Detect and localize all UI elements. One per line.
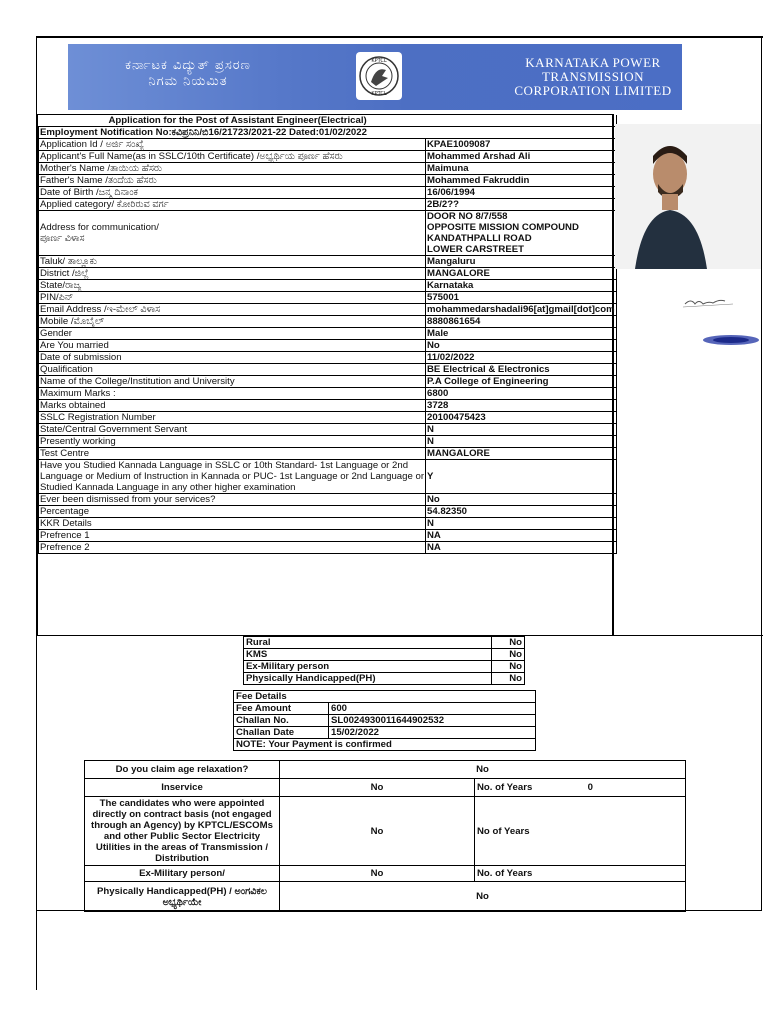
table-row — [39, 175, 617, 187]
form-title: Application for the Post of Assistant Engineer(Electrical) — [39, 115, 617, 127]
reservation-value: No — [492, 661, 525, 673]
challan-date-value: 15/02/2022 — [329, 727, 536, 739]
reservation-value: No — [492, 649, 525, 661]
challan-no-value: SL0024930011644902532 — [329, 715, 536, 727]
reservation-row — [244, 649, 525, 661]
ex-military-years-label: No. of Years — [475, 866, 686, 882]
field-value: NA — [426, 542, 617, 554]
field-value: No — [426, 494, 617, 506]
ph-value: No — [280, 882, 686, 912]
fee-details-table — [233, 690, 536, 751]
ph-label: Physically Handicapped(PH) / ಅಂಗವಿಕಲ ಅಭ್ಯರ್ಥಿಯೇ — [85, 882, 280, 912]
address-label: Address for communication/ ಪೂರ್ಣ ವಿಳಾಸ — [39, 211, 426, 256]
challan-no-label: Challan No. — [234, 715, 329, 727]
field-label: Mother's Name /ತಾಯಿಯ ಹೆಸರು — [39, 163, 426, 175]
contract-label: The candidates who were appointed directly on contract basis (not engaged through an Agency) by KPTCL/ESCOMs and other Public Sector Electricity Utilities in the areas of Transmission / Distribution — [85, 797, 280, 866]
table-row — [39, 280, 617, 292]
table-row — [39, 151, 617, 163]
field-label: Marks obtained — [39, 400, 426, 412]
field-label: Mobile /ಮೊಬೈಲ್ — [39, 316, 426, 328]
table-row — [39, 436, 617, 448]
field-value: Mangaluru — [426, 256, 617, 268]
table-row — [39, 292, 617, 304]
field-value: Karnataka — [426, 280, 617, 292]
field-value: 20100475423 — [426, 412, 617, 424]
field-value: N — [426, 424, 617, 436]
photo-signature-panel — [612, 114, 763, 636]
field-value: 54.82350 — [426, 506, 617, 518]
english-title-line2: TRANSMISSION — [541, 69, 645, 84]
kannada-question-label: Have you Studied Kannada Language in SSLC or 10th Standard- 1st Language or 2nd Language or Medium of Instruction in Kannada or PUC- 1st Language or 2nd Language or Studied Kannada Language in any other higher examination — [40, 460, 425, 493]
english-title-line1: KARNATAKA POWER — [525, 55, 661, 70]
table-row — [39, 364, 617, 376]
field-label: Ever been dismissed from your services? — [39, 494, 426, 506]
field-label: Name of the College/Institution and University — [39, 376, 426, 388]
field-value: 6800 — [426, 388, 617, 400]
field-label: Prefrence 2 — [39, 542, 426, 554]
applicant-photo — [615, 124, 761, 269]
field-label: Date of submission — [39, 352, 426, 364]
reservation-row — [244, 661, 525, 673]
table-row — [39, 518, 617, 530]
table-row — [39, 352, 617, 364]
thumb-impression — [703, 335, 759, 345]
reservation-value: No — [492, 673, 525, 685]
field-value: N — [426, 436, 617, 448]
kannada-question-value: Y — [426, 460, 617, 494]
reservation-value: No — [492, 637, 525, 649]
kannada-title-line2: ನಿಗಮ ನಿಯಮಿತ — [148, 74, 228, 89]
field-value: BE Electrical & Electronics — [426, 364, 617, 376]
fee-amount-value: 600 — [329, 703, 536, 715]
field-value: Mohammed Arshad Ali — [426, 151, 617, 163]
table-row — [39, 256, 617, 268]
field-value: N — [426, 518, 617, 530]
field-value: mohammedarshadali96[at]gmail[dot]com — [427, 304, 615, 315]
field-label: SSLC Registration Number — [39, 412, 426, 424]
table-row — [39, 494, 617, 506]
table-row — [39, 506, 617, 518]
field-label: Are You married — [39, 340, 426, 352]
inservice-label: Inservice — [85, 779, 280, 797]
english-title-line3: CORPORATION LIMITED — [514, 83, 672, 98]
field-label: Application Id / ಅರ್ಜಿ ಸಂಖ್ಯೆ — [39, 139, 426, 151]
table-row — [39, 187, 617, 199]
age-relaxation-answer: No — [280, 761, 686, 779]
kannada-title-line1: ಕರ್ನಾಟಕ ವಿದ್ಯುತ್ ಪ್ರಸರಣ — [125, 58, 251, 73]
header-banner — [68, 44, 682, 110]
inservice-years-label: No. of Years — [477, 782, 533, 793]
table-row — [39, 268, 617, 280]
table-row — [39, 530, 617, 542]
field-label: Percentage — [39, 506, 426, 518]
contract-years-label: No of Years — [475, 797, 686, 866]
field-label: State/ರಾಜ್ಯ — [39, 280, 426, 292]
ex-military-label: Ex-Military person/ — [85, 866, 280, 882]
field-value: 11/02/2022 — [426, 352, 617, 364]
field-label: State/Central Government Servant — [39, 424, 426, 436]
field-value: 8880861654 — [426, 316, 617, 328]
field-label: Date of Birth /ಜನ್ಮ ದಿನಾಂಕ — [39, 187, 426, 199]
applicant-signature — [683, 300, 733, 307]
table-row — [39, 424, 617, 436]
reservation-label: Physically Handicapped(PH) — [244, 673, 492, 685]
field-label: Qualification — [39, 364, 426, 376]
field-value: MANGALORE — [426, 268, 617, 280]
table-row — [39, 316, 617, 328]
table-row — [39, 400, 617, 412]
table-row — [39, 328, 617, 340]
field-label: PIN/ಪಿನ್ — [39, 292, 426, 304]
reservation-table — [243, 636, 525, 685]
field-label: Applicant's Full Name(as in SSLC/10th Certificate) /ಅಭ್ಯರ್ಥಿಯ ಪೂರ್ಣ ಹೆಸರು — [39, 151, 426, 163]
ex-military-value: No — [280, 866, 475, 882]
reservation-row — [244, 637, 525, 649]
inservice-years — [475, 779, 686, 797]
payment-note: NOTE: Your Payment is confirmed — [234, 739, 536, 751]
field-value: Male — [426, 328, 617, 340]
field-value: Maimuna — [426, 163, 617, 175]
address-value: DOOR NO 8/7/558 OPPOSITE MISSION COMPOUND KANDATHPALLI ROAD LOWER CARSTREET — [426, 211, 617, 256]
table-row — [39, 376, 617, 388]
reservation-label: Rural — [244, 637, 492, 649]
fee-amount-label: Fee Amount — [234, 703, 329, 715]
field-value: 3728 — [426, 400, 617, 412]
table-row — [39, 340, 617, 352]
contract-value: No — [280, 797, 475, 866]
field-label: Test Centre — [39, 448, 426, 460]
table-row — [39, 163, 617, 175]
reservation-label: Ex-Military person — [244, 661, 492, 673]
field-value: P.A College of Engineering — [426, 376, 617, 388]
field-value: Mohammed Fakruddin — [426, 175, 617, 187]
inservice-value: No — [280, 779, 475, 797]
field-label: Gender — [39, 328, 426, 340]
field-value: NA — [426, 530, 617, 542]
logo-top-text: KPTCL — [371, 58, 387, 64]
logo-bottom-text: KPTCL — [371, 91, 387, 97]
fee-heading: Fee Details — [234, 691, 536, 703]
field-value: MANGALORE — [426, 448, 617, 460]
field-label: Father's Name /ತಂದೆಯ ಹೆಸರು — [39, 175, 426, 187]
table-row — [39, 304, 617, 316]
kptcl-logo — [356, 52, 402, 100]
reservation-row — [244, 673, 525, 685]
field-label: KKR Details — [39, 518, 426, 530]
field-label: Email Address /ಇ-ಮೇಲ್ ವಿಳಾಸ — [39, 304, 426, 316]
challan-date-label: Challan Date — [234, 727, 329, 739]
reservation-label: KMS — [244, 649, 492, 661]
field-label: Presently working — [39, 436, 426, 448]
field-value: No — [426, 340, 617, 352]
field-label: District /ಜಿಲ್ಲೆ — [39, 268, 426, 280]
field-value: 2B/2?? — [426, 199, 617, 211]
table-row — [39, 388, 617, 400]
application-table — [38, 115, 617, 554]
table-row — [39, 542, 617, 554]
field-label: Maximum Marks : — [39, 388, 426, 400]
field-value: 16/06/1994 — [426, 187, 617, 199]
age-relaxation-table — [84, 760, 686, 912]
table-row — [39, 139, 617, 151]
table-row — [39, 412, 617, 424]
field-label: Taluk/ ತಾಲ್ಲೂಕು — [39, 256, 426, 268]
field-value: KPAE1009087 — [426, 139, 617, 151]
table-row — [39, 199, 617, 211]
table-row — [39, 448, 617, 460]
field-label: Applied category/ ಕೋರಿರುವ ವರ್ಗ — [39, 199, 426, 211]
notification-line: Employment Notification No:ಕವಿಪ್ರನಿನಿ/ಬಿ16/21723/2021-22 Dated:01/02/2022 — [39, 127, 617, 139]
age-relaxation-question: Do you claim age relaxation? — [85, 761, 280, 779]
field-label: Prefrence 1 — [39, 530, 426, 542]
inservice-years-value: 0 — [587, 782, 593, 793]
field-value: 575001 — [426, 292, 617, 304]
